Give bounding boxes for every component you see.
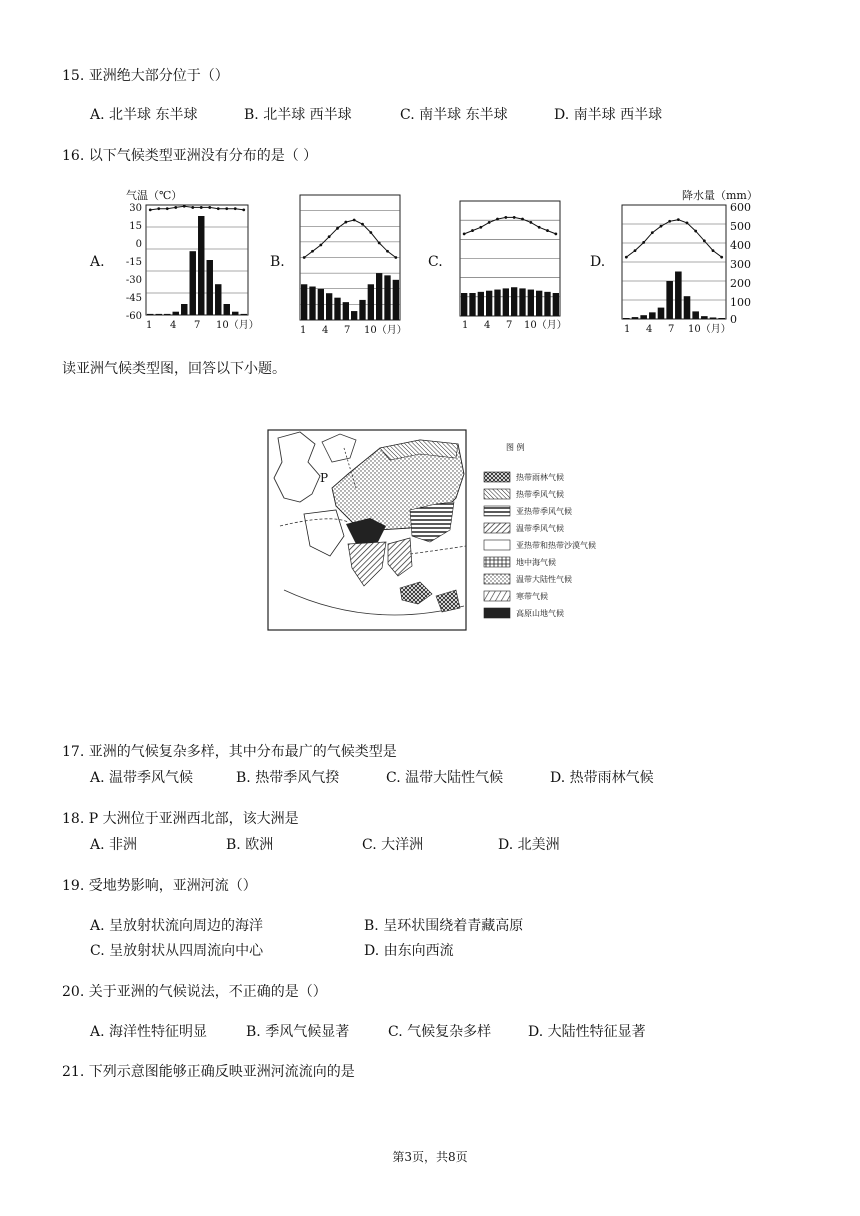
chart-b-bar <box>326 293 332 320</box>
svg-text:-45: -45 <box>125 293 142 304</box>
chart-b-bar <box>351 311 357 320</box>
map-p-label: P <box>320 471 329 485</box>
chart-a-bar <box>241 314 247 315</box>
q18-option-d: D. 北美洲 <box>498 837 560 853</box>
q17-option-b: B. 热带季风气揆 <box>236 770 340 786</box>
svg-text:4: 4 <box>170 320 177 331</box>
svg-text:热带雨林气候: 热带雨林气候 <box>516 473 564 482</box>
svg-text:600: 600 <box>730 201 751 214</box>
chart-d-month-ticks <box>624 323 731 335</box>
svg-text:1: 1 <box>624 324 631 335</box>
q15-stem: 15. 亚洲绝大部分位于（） <box>62 68 229 84</box>
chart-d-bar <box>658 308 665 319</box>
q20-options <box>90 1022 646 1042</box>
q20-stem: 20. 关于亚洲的气候说法，不正确的是（） <box>62 984 327 1000</box>
chart-c-month-ticks <box>462 319 567 331</box>
chart-c-bar <box>486 291 492 316</box>
svg-text:寒带气候: 寒带气候 <box>516 592 548 601</box>
chart-a-bar <box>156 314 162 315</box>
chart-a-bar <box>147 314 153 315</box>
q16-stem: 16. 以下气候类型亚洲没有分布的是（ ） <box>62 148 318 164</box>
q16-label-c: C. <box>428 254 443 270</box>
svg-text:-30: -30 <box>125 275 142 286</box>
svg-text:-15: -15 <box>125 257 142 268</box>
asia-climate-map <box>260 418 620 640</box>
svg-text:1: 1 <box>300 325 307 336</box>
chart-a-temp-ticks <box>126 203 142 322</box>
chart-a-bar <box>173 312 179 315</box>
q17-option-d: D. 热带雨林气候 <box>550 770 654 786</box>
chart-b-bar <box>376 273 382 320</box>
chart-b-bar <box>368 284 374 320</box>
q18-options <box>90 835 560 855</box>
page-footer: 第3页，共8页 <box>392 1150 468 1164</box>
q19-options-row2 <box>90 941 454 961</box>
q17-options <box>90 768 654 788</box>
chart-d-bar <box>718 318 725 319</box>
q15-option-d: D. 南半球 西半球 <box>554 107 663 123</box>
chart-c-bar <box>553 293 559 316</box>
chart-b-bar <box>301 284 307 320</box>
q19-options-row1 <box>90 916 523 936</box>
chart-a-bar <box>232 312 238 315</box>
q20-option-c: C. 气候复杂多样 <box>388 1024 492 1040</box>
chart-a-bar <box>164 314 170 315</box>
chart-b-bar <box>343 302 349 320</box>
svg-text:温带大陆性气候: 温带大陆性气候 <box>516 575 572 584</box>
chart-c-bar <box>461 293 467 316</box>
q15-option-b: B. 北半球 西半球 <box>244 107 352 123</box>
q20-option-b: B. 季风气候显著 <box>246 1024 350 1040</box>
chart-c-bar <box>494 290 500 316</box>
svg-text:7: 7 <box>506 320 513 331</box>
q17-option-a: A. 温带季风气候 <box>90 770 194 786</box>
q17-stem: 17. 亚洲的气候复杂多样，其中分布最广的气候类型是 <box>62 744 397 760</box>
chart-b-bar <box>334 298 340 320</box>
q20-option-d: D. 大陆性特征显著 <box>528 1024 646 1040</box>
svg-text:4: 4 <box>322 325 329 336</box>
svg-text:1: 1 <box>146 320 153 331</box>
q18-option-a: A. 非洲 <box>90 837 138 853</box>
chart-b-month-ticks <box>300 324 407 336</box>
q19-stem: 19. 受地势影响，亚洲河流（） <box>62 878 257 894</box>
chart-d-curve <box>626 220 721 257</box>
chart-a-bar <box>198 216 204 315</box>
chart-c-bar <box>544 292 550 316</box>
chart-b-bar <box>384 275 390 320</box>
q19-option-b: B. 呈环状围绕着青藏高原 <box>364 918 524 934</box>
chart-a-bar <box>215 284 221 315</box>
chart-d-precip-title: 降水量（mm） <box>682 189 758 202</box>
svg-text:400: 400 <box>730 239 751 252</box>
svg-text:温带季风气候: 温带季风气候 <box>516 524 564 533</box>
svg-text:7: 7 <box>344 325 351 336</box>
svg-text:亚热带和热带沙漠气候: 亚热带和热带沙漠气候 <box>516 541 596 550</box>
map-intro: 读亚洲气候类型图，回答以下小题。 <box>62 361 286 377</box>
svg-text:7: 7 <box>668 324 675 335</box>
svg-text:4: 4 <box>646 324 653 335</box>
chart-c-bar <box>503 288 509 316</box>
svg-text:地中海气候: 地中海气候 <box>516 558 556 567</box>
chart-c-bar <box>536 291 542 316</box>
q19-option-a: A. 呈放射状流向周边的海洋 <box>90 918 264 934</box>
chart-a-month-ticks <box>146 319 259 331</box>
chart-b-bar <box>359 300 365 320</box>
q18-option-b: B. 欧洲 <box>226 837 274 853</box>
svg-text:热带季风气候: 热带季风气候 <box>516 490 564 499</box>
chart-a-temp-title: 气温（℃） <box>126 189 183 202</box>
svg-text:30: 30 <box>129 203 142 214</box>
chart-b-curve <box>304 220 396 258</box>
chart-d-bar <box>701 316 708 319</box>
svg-text:0: 0 <box>135 239 142 250</box>
q19-option-d: D. 由东向西流 <box>364 943 454 959</box>
chart-d-bar <box>710 317 717 319</box>
chart-d-bar <box>675 272 682 320</box>
chart-d-bar <box>623 318 630 319</box>
chart-c-bar <box>511 287 517 316</box>
q18-option-c: C. 大洋洲 <box>362 837 424 853</box>
q15-option-c: C. 南半球 东半球 <box>400 107 508 123</box>
chart-d-bar <box>632 317 639 319</box>
chart-b-bar <box>309 287 315 320</box>
chart-a-curve <box>150 206 244 210</box>
svg-text:10（月）: 10（月） <box>216 320 259 331</box>
chart-c-bar <box>528 290 534 316</box>
chart-d-bar <box>666 281 673 319</box>
chart-b-bar <box>318 289 324 320</box>
chart-a-bar <box>190 251 196 315</box>
chart-c-bar <box>519 288 525 316</box>
svg-text:1: 1 <box>462 320 469 331</box>
svg-text:200: 200 <box>730 277 751 290</box>
chart-a-bar <box>224 304 230 315</box>
svg-text:10（月）: 10（月） <box>688 324 731 335</box>
chart-d-precip-ticks <box>730 201 751 326</box>
chart-d-bar <box>692 311 699 319</box>
chart-b-bar <box>393 280 399 320</box>
q20-option-a: A. 海洋性特征明显 <box>90 1024 208 1040</box>
svg-text:300: 300 <box>730 258 751 271</box>
chart-a-frame <box>146 205 248 315</box>
svg-text:4: 4 <box>484 320 491 331</box>
svg-text:亚热带季风气候: 亚热带季风气候 <box>516 507 572 516</box>
svg-text:10（月）: 10（月） <box>364 325 407 336</box>
svg-text:100: 100 <box>730 296 751 309</box>
q18-stem: 18. P 大洲位于亚洲西北部，该大洲是 <box>62 811 299 827</box>
chart-d-bar <box>649 312 656 319</box>
q17-option-c: C. 温带大陆性气候 <box>386 770 504 786</box>
svg-text:高原山地气候: 高原山地气候 <box>516 609 564 618</box>
chart-d-bar <box>684 296 691 319</box>
q16-label-b: B. <box>270 254 285 270</box>
q15-options <box>90 105 662 125</box>
svg-text:7: 7 <box>194 320 201 331</box>
chart-a-bar <box>181 304 187 315</box>
q16-label-a: A. <box>90 254 105 270</box>
q15-option-a: A. 北半球 东半球 <box>90 107 198 123</box>
map-legend <box>484 472 596 618</box>
q16-label-d: D. <box>590 254 606 270</box>
q19-option-c: C. 呈放射状从四周流向中心 <box>90 943 264 959</box>
svg-text:-60: -60 <box>125 311 142 322</box>
svg-text:0: 0 <box>730 313 737 326</box>
chart-d-bar <box>640 315 647 319</box>
chart-c-bar <box>478 292 484 316</box>
chart-a-bar <box>207 260 213 315</box>
q21-stem: 21. 下列示意图能够正确反映亚洲河流流向的是 <box>62 1064 355 1080</box>
legend-title: 图 例 <box>506 443 525 452</box>
chart-c-bar <box>469 293 475 316</box>
svg-text:15: 15 <box>129 221 142 232</box>
svg-text:500: 500 <box>730 220 751 233</box>
svg-text:10（月）: 10（月） <box>524 320 567 331</box>
climate-charts <box>110 185 770 340</box>
